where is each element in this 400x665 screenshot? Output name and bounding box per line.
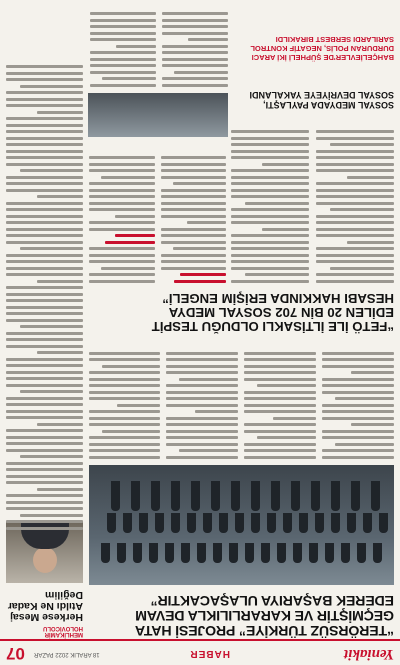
main-headline-line-2: GEÇMİŞTİR VE KARARLILIKLA DEVAM	[135, 607, 394, 623]
main-article-photo	[89, 465, 394, 585]
sidebar-box-social-media	[234, 90, 394, 110]
sidebar-box-bahcelievler	[234, 35, 394, 62]
main-headline-line-1: “TERÖRSÜZ TÜRKİYE” PROJESİ HATA	[135, 622, 394, 638]
box-social-media-title: SOSYAL MEDYADA PAYLAŞTI, SOSYAL DEVRİYEYE YAKALANDI	[249, 90, 394, 110]
second-headline-line-3: HESABI HAKKINDA ERİŞİM ENGELİ”	[162, 291, 394, 306]
issue-date: 18 ARALIK 2022 PAZAR	[34, 651, 100, 657]
second-article-body	[229, 115, 394, 283]
masthead	[0, 639, 400, 665]
main-headline-line-3: EDEREK BAŞARIYA ULAŞACAKTIR”	[150, 592, 394, 608]
second-article-body-right	[89, 143, 226, 283]
second-headline-line-1: “FETÖ İLE İLTİSAKLI OLDUĞU TESPİT	[151, 319, 394, 334]
secondary-photo	[88, 93, 228, 137]
newspaper-logo: Yeniakit	[343, 646, 394, 662]
second-headline-block	[89, 291, 394, 333]
columnist-sidebar	[6, 521, 83, 637]
section-label: HABER	[189, 648, 230, 659]
second-headline-line-2: EDİLEN 20 BİN 702 SOSYAL MEDYA	[168, 305, 394, 320]
main-headline-block	[89, 592, 394, 637]
columnist-name: MEHLİKAMİR HOLOVİCOLU	[43, 625, 83, 637]
columnist-photo	[6, 521, 83, 583]
page-number: 07	[6, 644, 25, 663]
box-bahcelievler-title: BAHÇELİEVLER'DE ŞÜPHELİ İKİ ARACI DURDURAN POLİS, NEGATİF KONTROL SARILARDI SERBEST BIRAKILDI	[250, 35, 394, 62]
bottom-right-body	[88, 7, 228, 87]
column-title: Herkese Mesaj Atıldı Ne Kadar Değilim	[7, 589, 83, 623]
main-article-body	[89, 339, 394, 459]
column-body	[6, 5, 83, 530]
